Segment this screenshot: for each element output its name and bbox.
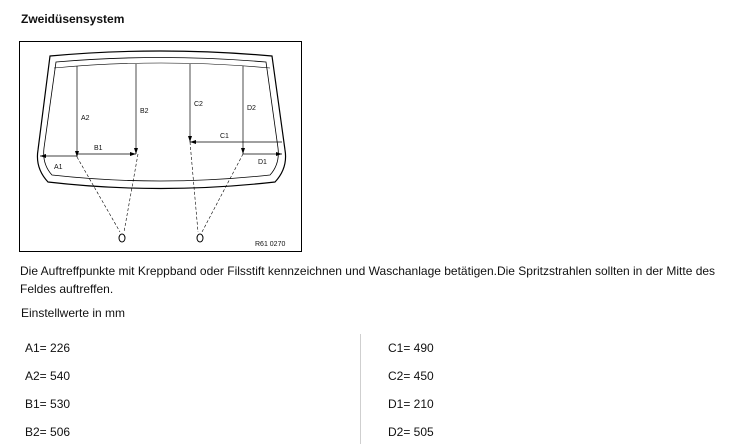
windshield-top-band xyxy=(54,63,270,68)
label-b1: B1 xyxy=(94,145,103,152)
b2-arrow xyxy=(134,148,138,154)
description-text: Die Auftreffpunkte mit Kreppband oder Filsstift kennzeichnen und Waschanlage betätigen.Die Spritzstrahlen sollten in der Mitte des Feldes auftreffen. xyxy=(20,264,716,296)
table-row xyxy=(21,334,721,362)
d1-arrow xyxy=(276,152,282,156)
field-divider-right-2 xyxy=(202,154,243,232)
right-nozzle xyxy=(197,234,203,242)
left-nozzle xyxy=(119,234,125,242)
value-d2: D2= 505 xyxy=(388,425,434,439)
value-c1: C1= 490 xyxy=(388,341,434,355)
label-c1: C1 xyxy=(220,133,229,140)
label-a2: A2 xyxy=(81,115,90,122)
unit-label: Einstellwerte in mm xyxy=(21,306,126,320)
b1-arrow xyxy=(130,152,136,156)
field-divider-right xyxy=(190,142,198,232)
windshield-diagram xyxy=(19,41,302,252)
label-c2: C2 xyxy=(194,101,203,108)
figure-reference: R61 0270 xyxy=(255,241,286,248)
d2-arrow xyxy=(241,148,245,154)
table-row xyxy=(21,362,721,390)
field-divider-left-2 xyxy=(124,154,138,232)
label-d1: D1 xyxy=(258,159,267,166)
values-table xyxy=(21,334,721,446)
field-divider-left xyxy=(77,157,120,232)
value-c2: C2= 450 xyxy=(388,369,434,383)
value-b1: B1= 530 xyxy=(25,397,71,411)
label-a1: A1 xyxy=(54,164,63,171)
page-title: Zweidüsensystem xyxy=(21,12,125,26)
c2-arrow xyxy=(188,136,192,142)
value-d1: D1= 210 xyxy=(388,397,434,411)
c1-arrow xyxy=(190,140,196,144)
value-a1: A1= 226 xyxy=(25,341,71,355)
table-row xyxy=(21,418,721,446)
label-b2: B2 xyxy=(140,108,149,115)
value-b2: B2= 506 xyxy=(25,425,71,439)
label-d2: D2 xyxy=(247,105,256,112)
windshield-outer-outline xyxy=(37,51,285,189)
windshield-drawing xyxy=(20,42,303,253)
table-row xyxy=(21,390,721,418)
value-a2: A2= 540 xyxy=(25,369,71,383)
a1-arrow xyxy=(40,154,46,158)
